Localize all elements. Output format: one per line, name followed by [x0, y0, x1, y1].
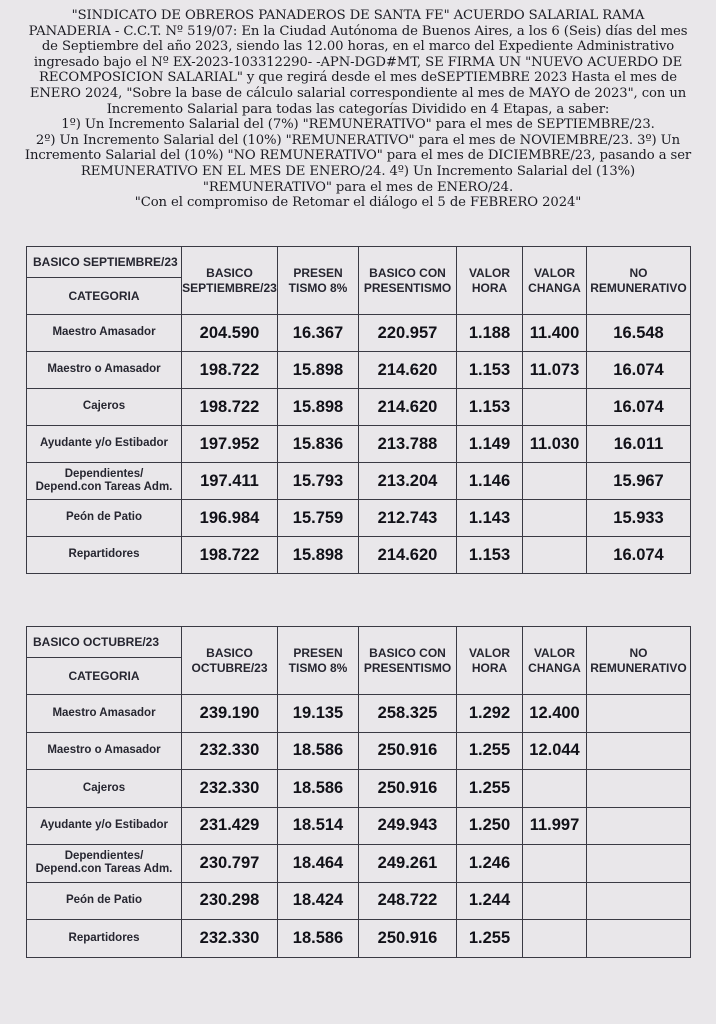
- category-cell: Ayudante y/o Estibador: [27, 426, 182, 463]
- basico-cell: 198.722: [182, 537, 278, 574]
- valor-hora-cell: 1.153: [457, 389, 523, 426]
- basico-con-presentismo-cell: 258.325: [359, 695, 457, 733]
- category-cell: Peón de Patio: [27, 882, 182, 920]
- no-remunerativo-cell: [587, 770, 691, 808]
- valor-hora-cell: 1.255: [457, 770, 523, 808]
- basico-con-presentismo-cell: 213.788: [359, 426, 457, 463]
- col-header-basico-con-presentismo: BASICO CON PRESENTISMO: [359, 627, 457, 695]
- basico-con-presentismo-cell: 249.261: [359, 845, 457, 883]
- no-remunerativo-cell: [587, 695, 691, 733]
- category-cell: Peón de Patio: [27, 500, 182, 537]
- category-cell: Repartidores: [27, 537, 182, 574]
- category-cell: Ayudante y/o Estibador: [27, 807, 182, 845]
- col-header-no-remunerativo: NO REMUNERATIVO: [587, 627, 691, 695]
- header-line: RECOMPOSICION SALARIAL" y que regirá desde el mes deSEPTIEMBRE 2023 Hasta el mes de: [39, 70, 677, 86]
- no-remunerativo-cell: 15.933: [587, 500, 691, 537]
- basico-cell: 197.411: [182, 463, 278, 500]
- col-header-no-remunerativo: NO REMUNERATIVO: [587, 247, 691, 315]
- table-row: [27, 695, 691, 733]
- basico-con-presentismo-cell: 214.620: [359, 389, 457, 426]
- valor-changa-cell: 12.400: [523, 695, 587, 733]
- table-body: [27, 695, 691, 958]
- presentismo-cell: 15.898: [278, 389, 359, 426]
- category-cell: Dependientes/ Depend.con Tareas Adm.: [27, 463, 182, 500]
- no-remunerativo-cell: [587, 882, 691, 920]
- valor-hora-cell: 1.143: [457, 500, 523, 537]
- valor-changa-cell: 12.044: [523, 732, 587, 770]
- table-body: [27, 315, 691, 574]
- no-remunerativo-cell: [587, 920, 691, 958]
- category-cell: Maestro Amasador: [27, 315, 182, 352]
- table-title: BASICO OCTUBRE/23: [27, 627, 182, 658]
- col-header-presentismo: PRESEN TISMO 8%: [278, 247, 359, 315]
- category-cell: Cajeros: [27, 770, 182, 808]
- category-cell: Cajeros: [27, 389, 182, 426]
- header-line: PANADERIA - C.C.T. Nº 519/07: En la Ciudad Autónoma de Buenos Aires, a los 6 (Seis) días del mes: [28, 23, 688, 39]
- category-cell: Maestro o Amasador: [27, 732, 182, 770]
- valor-changa-cell: [523, 770, 587, 808]
- basico-cell: 230.298: [182, 882, 278, 920]
- valor-changa-cell: [523, 500, 587, 537]
- valor-hora-cell: 1.153: [457, 352, 523, 389]
- valor-hora-cell: 1.246: [457, 845, 523, 883]
- header-line: Incremento Salarial del (10%) "NO REMUNERATIVO" para el mes de DICIEMBRE/23, pasando a ser: [24, 148, 692, 164]
- table-row: [27, 426, 691, 463]
- presentismo-cell: 18.586: [278, 732, 359, 770]
- table-row: [27, 500, 691, 537]
- basico-con-presentismo-cell: 220.957: [359, 315, 457, 352]
- category-cell: Repartidores: [27, 920, 182, 958]
- no-remunerativo-cell: [587, 732, 691, 770]
- col-header-categoria: CATEGORIA: [27, 278, 182, 315]
- col-header-basico: BASICO OCTUBRE/23: [182, 627, 278, 695]
- valor-changa-cell: 11.030: [523, 426, 587, 463]
- presentismo-cell: 18.586: [278, 920, 359, 958]
- presentismo-cell: 19.135: [278, 695, 359, 733]
- table-row: [27, 537, 691, 574]
- presentismo-cell: 18.514: [278, 807, 359, 845]
- basico-con-presentismo-cell: 214.620: [359, 352, 457, 389]
- header-line: "SINDICATO DE OBREROS PANADEROS DE SANTA FE" ACUERDO SALARIAL RAMA: [71, 8, 645, 23]
- valor-changa-cell: 11.400: [523, 315, 587, 352]
- valor-hora-cell: 1.153: [457, 537, 523, 574]
- presentismo-cell: 15.898: [278, 537, 359, 574]
- table-row: [27, 352, 691, 389]
- header-line: de Septiembre del año 2023, siendo las 12.00 horas, en el marco del Expediente Administrativo: [41, 39, 675, 55]
- no-remunerativo-cell: 15.967: [587, 463, 691, 500]
- valor-changa-cell: 11.073: [523, 352, 587, 389]
- table-row: [27, 463, 691, 500]
- basico-cell: 230.797: [182, 845, 278, 883]
- header-line: 1º) Un Incremento Salarial del (7%) "REMUNERATIVO" para el mes de SEPTIEMBRE/23.: [61, 117, 655, 133]
- salary-table-october: [26, 626, 690, 958]
- basico-cell: 204.590: [182, 315, 278, 352]
- basico-con-presentismo-cell: 248.722: [359, 882, 457, 920]
- valor-hora-cell: 1.255: [457, 732, 523, 770]
- table-row: [27, 732, 691, 770]
- no-remunerativo-cell: [587, 807, 691, 845]
- valor-hora-cell: 1.255: [457, 920, 523, 958]
- header-line: REMUNERATIVO EN EL MES DE ENERO/24. 4º) Un Incremento Salarial del (13%): [80, 163, 636, 179]
- valor-hora-cell: 1.146: [457, 463, 523, 500]
- valor-changa-cell: [523, 845, 587, 883]
- basico-cell: 197.952: [182, 426, 278, 463]
- header-line: ENERO 2024, "Sobre la base de cálculo salarial correspondiente al mes de MAYO de 2023", con un: [29, 85, 687, 101]
- basico-con-presentismo-cell: 214.620: [359, 537, 457, 574]
- agreement-header: [6, 8, 710, 211]
- basico-cell: 231.429: [182, 807, 278, 845]
- table-row: [27, 315, 691, 352]
- no-remunerativo-cell: 16.074: [587, 537, 691, 574]
- col-header-valor-changa: VALOR CHANGA: [523, 247, 587, 315]
- header-line: "Con el compromiso de Retomar el diálogo el 5 de FEBRERO 2024": [134, 195, 582, 211]
- basico-con-presentismo-cell: 250.916: [359, 732, 457, 770]
- presentismo-cell: 18.424: [278, 882, 359, 920]
- basico-cell: 198.722: [182, 352, 278, 389]
- table-row: [27, 389, 691, 426]
- valor-changa-cell: [523, 389, 587, 426]
- no-remunerativo-cell: 16.011: [587, 426, 691, 463]
- valor-hora-cell: 1.188: [457, 315, 523, 352]
- header-line: ingresado bajo el Nº EX-2023-103312290- -APN-DGD#MT, SE FIRMA UN "NUEVO ACUERDO DE: [33, 54, 683, 70]
- table-row: [27, 845, 691, 883]
- no-remunerativo-cell: [587, 845, 691, 883]
- header-line: Incremento Salarial para todas las categorías Dividido en 4 Etapas, a saber:: [106, 101, 610, 117]
- table-row: [27, 807, 691, 845]
- basico-cell: 232.330: [182, 920, 278, 958]
- col-header-valor-changa: VALOR CHANGA: [523, 627, 587, 695]
- valor-changa-cell: [523, 882, 587, 920]
- table-row: [27, 920, 691, 958]
- basico-cell: 232.330: [182, 732, 278, 770]
- basico-con-presentismo-cell: 250.916: [359, 920, 457, 958]
- valor-hora-cell: 1.292: [457, 695, 523, 733]
- presentismo-cell: 15.759: [278, 500, 359, 537]
- presentismo-cell: 18.586: [278, 770, 359, 808]
- valor-changa-cell: [523, 463, 587, 500]
- presentismo-cell: 15.793: [278, 463, 359, 500]
- table-title: BASICO SEPTIEMBRE/23: [27, 247, 182, 278]
- basico-cell: 196.984: [182, 500, 278, 537]
- col-header-presentismo: PRESEN TISMO 8%: [278, 627, 359, 695]
- basico-cell: 239.190: [182, 695, 278, 733]
- presentismo-cell: 15.898: [278, 352, 359, 389]
- basico-con-presentismo-cell: 213.204: [359, 463, 457, 500]
- valor-changa-cell: [523, 537, 587, 574]
- valor-hora-cell: 1.244: [457, 882, 523, 920]
- col-header-basico-con-presentismo: BASICO CON PRESENTISMO: [359, 247, 457, 315]
- basico-con-presentismo-cell: 212.743: [359, 500, 457, 537]
- basico-cell: 232.330: [182, 770, 278, 808]
- valor-hora-cell: 1.250: [457, 807, 523, 845]
- valor-changa-cell: 11.997: [523, 807, 587, 845]
- col-header-valor-hora: VALOR HORA: [457, 627, 523, 695]
- table-row: [27, 882, 691, 920]
- col-header-valor-hora: VALOR HORA: [457, 247, 523, 315]
- table-row: [27, 770, 691, 808]
- presentismo-cell: 15.836: [278, 426, 359, 463]
- presentismo-cell: 16.367: [278, 315, 359, 352]
- basico-con-presentismo-cell: 250.916: [359, 770, 457, 808]
- category-cell: Dependientes/ Depend.con Tareas Adm.: [27, 845, 182, 883]
- no-remunerativo-cell: 16.074: [587, 389, 691, 426]
- no-remunerativo-cell: 16.074: [587, 352, 691, 389]
- valor-changa-cell: [523, 920, 587, 958]
- presentismo-cell: 18.464: [278, 845, 359, 883]
- salary-table-september: [26, 246, 690, 574]
- header-line: "REMUNERATIVO" para el mes de ENERO/24.: [202, 179, 514, 195]
- category-cell: Maestro o Amasador: [27, 352, 182, 389]
- col-header-categoria: CATEGORIA: [27, 658, 182, 695]
- col-header-basico: BASICO SEPTIEMBRE/23: [182, 247, 278, 315]
- valor-hora-cell: 1.149: [457, 426, 523, 463]
- category-cell: Maestro Amasador: [27, 695, 182, 733]
- basico-cell: 198.722: [182, 389, 278, 426]
- header-line: 2º) Un Incremento Salarial del (10%) "REMUNERATIVO" para el mes de NOVIEMBRE/23. 3º) Un: [35, 132, 681, 148]
- no-remunerativo-cell: 16.548: [587, 315, 691, 352]
- basico-con-presentismo-cell: 249.943: [359, 807, 457, 845]
